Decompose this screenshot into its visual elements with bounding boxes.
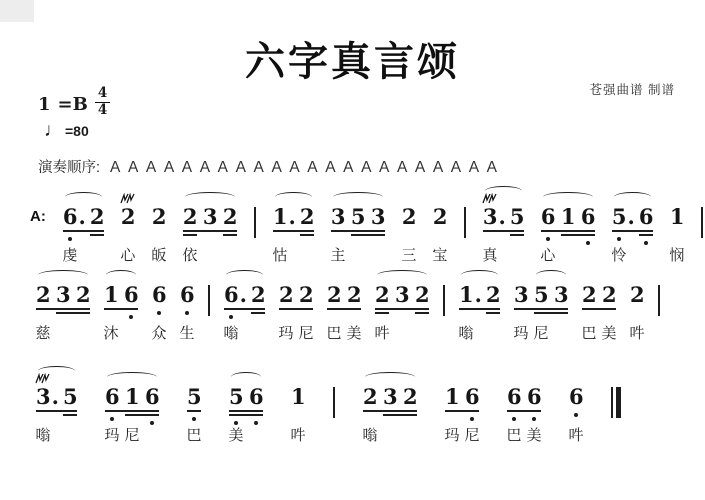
octave-dot [68, 237, 72, 241]
lyric: 尼 [533, 325, 549, 342]
beam [486, 312, 500, 314]
note-group [180, 266, 194, 342]
lyric: 沐 [103, 325, 119, 342]
note: 3. [36, 384, 60, 409]
order-label: 演奏顺序: [38, 160, 101, 176]
final-barline [611, 387, 621, 418]
key-name: =B [57, 93, 88, 115]
lyric: 宝 [432, 247, 448, 264]
note: 2 [582, 282, 597, 307]
note: 2 [279, 282, 294, 307]
lyric: 吽 [629, 325, 645, 342]
beam [36, 308, 90, 310]
note-group [569, 368, 583, 444]
beam [510, 234, 524, 236]
slur-arc [543, 192, 593, 202]
octave-dot [229, 315, 233, 319]
note-group [229, 368, 263, 444]
slur-arc [185, 192, 235, 202]
time-numerator: 4 [95, 86, 110, 103]
beam [415, 312, 429, 314]
note: 3 [395, 282, 410, 307]
lyric: 嗡 [35, 427, 51, 444]
lyric: 皈 [151, 247, 167, 264]
note: 1. [459, 282, 483, 307]
beam [582, 308, 616, 310]
beam [534, 312, 568, 314]
note-group [152, 188, 166, 264]
beam [224, 308, 265, 310]
slur-arc [65, 192, 102, 202]
beam [90, 234, 104, 236]
note: 6 [507, 384, 522, 409]
beam [375, 308, 429, 310]
lyric: 玛 [444, 427, 460, 444]
note: 1 [104, 282, 119, 307]
octave-dot [470, 417, 474, 421]
beam [36, 410, 77, 412]
lyric: 怜 [611, 247, 627, 264]
lyric: 巴 [186, 427, 202, 444]
note: 2 [89, 204, 105, 229]
note: 2 [251, 282, 266, 307]
beam [639, 234, 653, 236]
section-label: A: [30, 208, 46, 225]
note: 6 [569, 384, 584, 409]
octave-dot [586, 241, 590, 245]
beam [331, 230, 385, 232]
note: 1 [669, 204, 685, 229]
mordent-icon [34, 373, 51, 384]
note: 3 [514, 282, 529, 307]
lyric: 生 [179, 325, 195, 342]
note: 5. [611, 204, 636, 229]
note: 5 [350, 204, 366, 229]
note: 2 [120, 204, 136, 229]
lyric: 真 [482, 247, 498, 264]
note: 2 [432, 204, 448, 229]
octave-dot [512, 417, 516, 421]
octave-dot [546, 237, 550, 241]
note-group [459, 266, 500, 342]
note-group [630, 266, 644, 342]
note: 1 [445, 384, 460, 409]
note-group [331, 188, 385, 264]
beam [125, 414, 159, 416]
note: 1 [125, 384, 140, 409]
barline [464, 207, 466, 238]
lyric: 美 [526, 427, 542, 444]
note: 3. [482, 204, 507, 229]
slur-arc [536, 270, 566, 280]
note: 5 [229, 384, 244, 409]
note-group [187, 368, 201, 444]
beam [612, 230, 653, 232]
octave-dot [110, 417, 114, 421]
beam [300, 234, 314, 236]
octave-dot [150, 421, 154, 425]
lyric: 巴 [506, 427, 522, 444]
note: 2 [375, 282, 390, 307]
lyric: 怙 [272, 247, 288, 264]
slur-arc [365, 372, 415, 382]
note-group [514, 266, 568, 342]
barline-thick [616, 387, 621, 418]
lyric: 美 [228, 427, 244, 444]
beam [273, 230, 314, 232]
barline [333, 387, 335, 418]
lyric: 美 [346, 325, 362, 342]
lyric: 吽 [290, 427, 306, 444]
note: 2 [347, 282, 362, 307]
note-group [612, 188, 653, 264]
note: 1. [272, 204, 297, 229]
barline [254, 207, 256, 238]
beam [327, 308, 361, 310]
note: 3 [554, 282, 569, 307]
note: 3 [330, 204, 346, 229]
beam [223, 234, 237, 236]
lyric: 心 [540, 247, 556, 264]
note: 6. [224, 282, 248, 307]
note: 6 [180, 282, 195, 307]
octave-dot [644, 241, 648, 245]
credit-text: 苍强曲谱 制谱 [589, 83, 675, 97]
slur-arc [275, 192, 312, 202]
note-group [224, 266, 265, 342]
octave-dot [574, 413, 578, 417]
beam [561, 234, 595, 236]
barline [443, 285, 445, 316]
beam [104, 308, 138, 310]
beam [229, 410, 263, 412]
note-group [36, 368, 77, 444]
octave-dot [192, 417, 196, 421]
note: 2 [415, 282, 430, 307]
note-group [375, 266, 429, 342]
note-group [402, 188, 416, 264]
lyric: 尼 [464, 427, 480, 444]
lyric: 巴 [581, 325, 597, 342]
lyric: 众 [151, 325, 167, 342]
music-line [36, 266, 660, 342]
octave-dot [617, 237, 621, 241]
note: 2 [403, 384, 418, 409]
note: 1 [291, 384, 306, 409]
beam [63, 414, 77, 416]
beam [507, 410, 541, 412]
lyric: 心 [120, 247, 136, 264]
note-group [541, 188, 595, 264]
slur-arc [461, 270, 498, 280]
octave-dot [254, 421, 258, 425]
slur-arc [231, 372, 261, 382]
beam [514, 308, 568, 310]
note-group [670, 188, 684, 264]
note-group [433, 188, 447, 264]
slur-arc [377, 270, 427, 280]
note: 5 [187, 384, 202, 409]
lyric: 巴 [326, 325, 342, 342]
lyric: 吽 [374, 325, 390, 342]
slur-arc [107, 372, 157, 382]
beam [183, 234, 197, 236]
music-line [36, 368, 621, 444]
note: 2 [76, 282, 91, 307]
octave-dot [129, 315, 133, 319]
note: 2 [630, 282, 645, 307]
note-group [273, 188, 314, 264]
octave-dot [532, 417, 536, 421]
slur-arc [614, 192, 651, 202]
quarter-note-icon: ♩ [44, 120, 63, 141]
note-group [279, 266, 313, 342]
note: 2 [151, 204, 167, 229]
note: 2 [222, 204, 238, 229]
note-group [36, 266, 90, 342]
beam [459, 308, 500, 310]
beam [187, 410, 201, 412]
lyric: 悯 [669, 247, 685, 264]
note-group [483, 188, 524, 264]
note: 2 [363, 384, 378, 409]
note-group [104, 266, 138, 342]
note-group [445, 368, 479, 444]
note: 2 [401, 204, 417, 229]
beam [483, 230, 524, 232]
tempo-value: =80 [65, 122, 89, 139]
key-tonic: 1 [38, 93, 51, 115]
note-group [152, 266, 166, 342]
octave-dot [157, 311, 161, 315]
note: 2 [299, 282, 314, 307]
note: 6 [124, 282, 139, 307]
beam [251, 312, 265, 314]
note: 3 [370, 204, 386, 229]
note-group [363, 368, 417, 444]
mordent-icon [119, 193, 136, 204]
note: 6. [62, 204, 87, 229]
note: 2 [182, 204, 198, 229]
lyric: 玛 [278, 325, 294, 342]
note-group [63, 188, 104, 264]
beam [363, 410, 417, 412]
beam [541, 230, 595, 232]
barline [701, 207, 703, 238]
note: 3 [202, 204, 218, 229]
lyric: 尼 [124, 427, 140, 444]
note: 5 [534, 282, 549, 307]
note: 6 [152, 282, 167, 307]
lyric: 慈 [35, 325, 51, 342]
beam [351, 234, 385, 236]
octave-dot [185, 311, 189, 315]
note: 6 [527, 384, 542, 409]
note-group [582, 266, 616, 342]
barline [658, 285, 660, 316]
note: 6 [145, 384, 160, 409]
lyric: 虔 [62, 247, 78, 264]
beam [229, 414, 263, 416]
note-group [507, 368, 541, 444]
slur-arc [226, 270, 263, 280]
note: 2 [602, 282, 617, 307]
note: 2 [327, 282, 342, 307]
mordent-icon [481, 193, 498, 204]
lyric: 美 [601, 325, 617, 342]
lyric: 嗡 [458, 325, 474, 342]
note: 6 [249, 384, 264, 409]
note-group [291, 368, 305, 444]
lyric: 依 [182, 247, 198, 264]
note-group [121, 188, 135, 264]
note: 2 [299, 204, 315, 229]
note: 6 [465, 384, 480, 409]
beam [445, 410, 479, 412]
note-group [183, 188, 237, 264]
note: 6 [540, 204, 556, 229]
order-sequence: A A A A A A A A A A A A A A A A A A A A A A [110, 159, 500, 176]
beam [56, 312, 90, 314]
slur-arc [38, 270, 88, 280]
lyric: 主 [330, 247, 346, 264]
note-group [327, 266, 361, 342]
beam [183, 230, 237, 232]
barline-thin [611, 387, 613, 418]
note: 6 [105, 384, 120, 409]
page-title: 六字真言颂 [245, 40, 460, 84]
lyric: 嗡 [223, 325, 239, 342]
barline [208, 285, 210, 316]
note: 5 [63, 384, 78, 409]
lyric: 吽 [568, 427, 584, 444]
beam [63, 230, 104, 232]
note: 1 [560, 204, 576, 229]
music-line [30, 188, 703, 264]
note: 5 [509, 204, 525, 229]
slur-arc [333, 192, 383, 202]
lyric: 三 [401, 247, 417, 264]
lyric: 尼 [298, 325, 314, 342]
beam [279, 308, 313, 310]
note: 6 [638, 204, 654, 229]
note: 2 [486, 282, 501, 307]
lyric: 玛 [513, 325, 529, 342]
time-denominator: 4 [97, 101, 108, 118]
note: 3 [56, 282, 71, 307]
lyric: 玛 [104, 427, 120, 444]
note: 3 [383, 384, 398, 409]
beam [383, 414, 417, 416]
beam [105, 410, 159, 412]
note-group [105, 368, 159, 444]
note: 6 [580, 204, 596, 229]
note: 2 [36, 282, 51, 307]
lyric: 嗡 [362, 427, 378, 444]
beam [375, 312, 389, 314]
slur-arc [106, 270, 136, 280]
